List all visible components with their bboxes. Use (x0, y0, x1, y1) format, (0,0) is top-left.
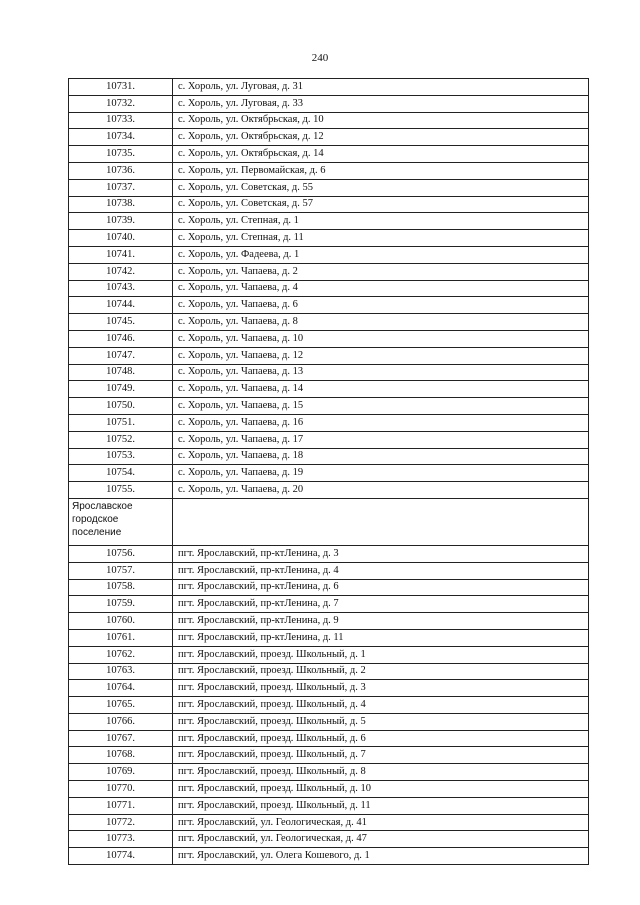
row-address: пгт. Ярославский, ул. Геологическая, д. 41 (173, 814, 589, 831)
row-number: 10740. (69, 230, 173, 247)
row-address: пгт. Ярославский, проезд. Школьный, д. 4 (173, 697, 589, 714)
table-row (69, 629, 589, 646)
address-table (68, 78, 589, 865)
row-number: 10766. (69, 713, 173, 730)
row-address: с. Хороль, ул. Октябрьская, д. 10 (173, 112, 589, 129)
row-number: 10734. (69, 129, 173, 146)
row-address: с. Хороль, ул. Советская, д. 55 (173, 179, 589, 196)
table-row (69, 613, 589, 630)
row-address: пгт. Ярославский, пр-ктЛенина, д. 4 (173, 562, 589, 579)
table-row (69, 596, 589, 613)
row-number: 10757. (69, 562, 173, 579)
table-row (69, 730, 589, 747)
row-address: пгт. Ярославский, проезд. Школьный, д. 10 (173, 781, 589, 798)
table-row (69, 414, 589, 431)
table-row (69, 482, 589, 499)
row-number: 10770. (69, 781, 173, 798)
row-number: 10738. (69, 196, 173, 213)
row-address: с. Хороль, ул. Чапаева, д. 14 (173, 381, 589, 398)
row-number: 10746. (69, 330, 173, 347)
row-address: пгт. Ярославский, пр-ктЛенина, д. 9 (173, 613, 589, 630)
row-number: 10737. (69, 179, 173, 196)
table-row (69, 747, 589, 764)
row-address: с. Хороль, ул. Чапаева, д. 6 (173, 297, 589, 314)
table-row (69, 713, 589, 730)
row-address: с. Хороль, ул. Чапаева, д. 10 (173, 330, 589, 347)
row-number: 10731. (69, 79, 173, 96)
table-row (69, 697, 589, 714)
address-table-body-a (69, 79, 589, 499)
row-number: 10763. (69, 663, 173, 680)
row-number: 10750. (69, 398, 173, 415)
row-address: с. Хороль, ул. Чапаева, д. 18 (173, 448, 589, 465)
table-row (69, 246, 589, 263)
row-address: с. Хороль, ул. Чапаева, д. 20 (173, 482, 589, 499)
row-number: 10762. (69, 646, 173, 663)
row-address: с. Хороль, ул. Чапаева, д. 2 (173, 263, 589, 280)
table-row (69, 146, 589, 163)
table-row (69, 95, 589, 112)
row-number: 10735. (69, 146, 173, 163)
row-address: пгт. Ярославский, проезд. Школьный, д. 1 (173, 646, 589, 663)
table-row (69, 646, 589, 663)
table-row (69, 448, 589, 465)
section-address-cell (173, 498, 589, 545)
row-number: 10773. (69, 831, 173, 848)
table-row (69, 545, 589, 562)
table-row (69, 814, 589, 831)
table-row (69, 347, 589, 364)
row-number: 10760. (69, 613, 173, 630)
table-row (69, 781, 589, 798)
table-row (69, 364, 589, 381)
section-label: Ярославское городское поселение (69, 498, 173, 545)
row-address: с. Хороль, ул. Чапаева, д. 12 (173, 347, 589, 364)
row-address: пгт. Ярославский, ул. Олега Кошевого, д. 1 (173, 848, 589, 865)
row-address: пгт. Ярославский, проезд. Школьный, д. 7 (173, 747, 589, 764)
row-address: с. Хороль, ул. Октябрьская, д. 12 (173, 129, 589, 146)
row-number: 10743. (69, 280, 173, 297)
table-row (69, 196, 589, 213)
row-number: 10755. (69, 482, 173, 499)
table-row (69, 579, 589, 596)
row-number: 10761. (69, 629, 173, 646)
row-number: 10733. (69, 112, 173, 129)
table-row (69, 465, 589, 482)
row-number: 10765. (69, 697, 173, 714)
row-address: пгт. Ярославский, проезд. Школьный, д. 11 (173, 797, 589, 814)
row-address: пгт. Ярославский, пр-ктЛенина, д. 3 (173, 545, 589, 562)
row-number: 10768. (69, 747, 173, 764)
row-address: пгт. Ярославский, проезд. Школьный, д. 6 (173, 730, 589, 747)
table-row (69, 398, 589, 415)
table-row (69, 129, 589, 146)
row-number: 10774. (69, 848, 173, 865)
row-address: с. Хороль, ул. Луговая, д. 33 (173, 95, 589, 112)
row-number: 10756. (69, 545, 173, 562)
page-number: 240 (311, 52, 329, 64)
section-row (69, 498, 589, 545)
row-address: с. Хороль, ул. Чапаева, д. 19 (173, 465, 589, 482)
row-number: 10744. (69, 297, 173, 314)
row-address: с. Хороль, ул. Чапаева, д. 13 (173, 364, 589, 381)
table-row (69, 230, 589, 247)
row-address: с. Хороль, ул. Чапаева, д. 17 (173, 431, 589, 448)
table-row (69, 848, 589, 865)
table-row (69, 162, 589, 179)
row-number: 10752. (69, 431, 173, 448)
table-row (69, 314, 589, 331)
row-address: с. Хороль, ул. Октябрьская, д. 14 (173, 146, 589, 163)
row-number: 10745. (69, 314, 173, 331)
row-number: 10751. (69, 414, 173, 431)
table-row (69, 680, 589, 697)
table-row (69, 797, 589, 814)
row-address: пгт. Ярославский, пр-ктЛенина, д. 11 (173, 629, 589, 646)
row-address: пгт. Ярославский, пр-ктЛенина, д. 6 (173, 579, 589, 596)
table-row (69, 213, 589, 230)
table-row (69, 431, 589, 448)
table-row (69, 280, 589, 297)
row-number: 10772. (69, 814, 173, 831)
row-number: 10749. (69, 381, 173, 398)
row-address: с. Хороль, ул. Чапаева, д. 16 (173, 414, 589, 431)
row-number: 10732. (69, 95, 173, 112)
row-number: 10771. (69, 797, 173, 814)
table-row (69, 263, 589, 280)
row-address: с. Хороль, ул. Первомайская, д. 6 (173, 162, 589, 179)
row-address: с. Хороль, ул. Фадеева, д. 1 (173, 246, 589, 263)
row-number: 10739. (69, 213, 173, 230)
row-number: 10759. (69, 596, 173, 613)
row-number: 10767. (69, 730, 173, 747)
table-row (69, 381, 589, 398)
row-address: пгт. Ярославский, проезд. Школьный, д. 3 (173, 680, 589, 697)
row-number: 10758. (69, 579, 173, 596)
row-address: с. Хороль, ул. Степная, д. 1 (173, 213, 589, 230)
row-number: 10747. (69, 347, 173, 364)
table-row (69, 112, 589, 129)
row-number: 10741. (69, 246, 173, 263)
row-address: пгт. Ярославский, ул. Геологическая, д. 47 (173, 831, 589, 848)
address-table-body-b (69, 545, 589, 864)
row-number: 10753. (69, 448, 173, 465)
table-row (69, 764, 589, 781)
row-address: пгт. Ярославский, проезд. Школьный, д. 2 (173, 663, 589, 680)
row-number: 10748. (69, 364, 173, 381)
row-address: с. Хороль, ул. Чапаева, д. 4 (173, 280, 589, 297)
row-address: с. Хороль, ул. Степная, д. 11 (173, 230, 589, 247)
row-number: 10769. (69, 764, 173, 781)
row-address: с. Хороль, ул. Советская, д. 57 (173, 196, 589, 213)
table-row (69, 330, 589, 347)
table-row (69, 179, 589, 196)
table-row (69, 297, 589, 314)
row-address: пгт. Ярославский, проезд. Школьный, д. 8 (173, 764, 589, 781)
row-number: 10736. (69, 162, 173, 179)
address-table-section (69, 498, 589, 545)
row-address: с. Хороль, ул. Чапаева, д. 15 (173, 398, 589, 415)
table-row (69, 831, 589, 848)
table-row (69, 562, 589, 579)
row-address: пгт. Ярославский, проезд. Школьный, д. 5 (173, 713, 589, 730)
row-address: с. Хороль, ул. Чапаева, д. 8 (173, 314, 589, 331)
row-number: 10754. (69, 465, 173, 482)
row-address: пгт. Ярославский, пр-ктЛенина, д. 7 (173, 596, 589, 613)
table-row (69, 79, 589, 96)
table-row (69, 663, 589, 680)
row-number: 10764. (69, 680, 173, 697)
row-number: 10742. (69, 263, 173, 280)
row-address: с. Хороль, ул. Луговая, д. 31 (173, 79, 589, 96)
